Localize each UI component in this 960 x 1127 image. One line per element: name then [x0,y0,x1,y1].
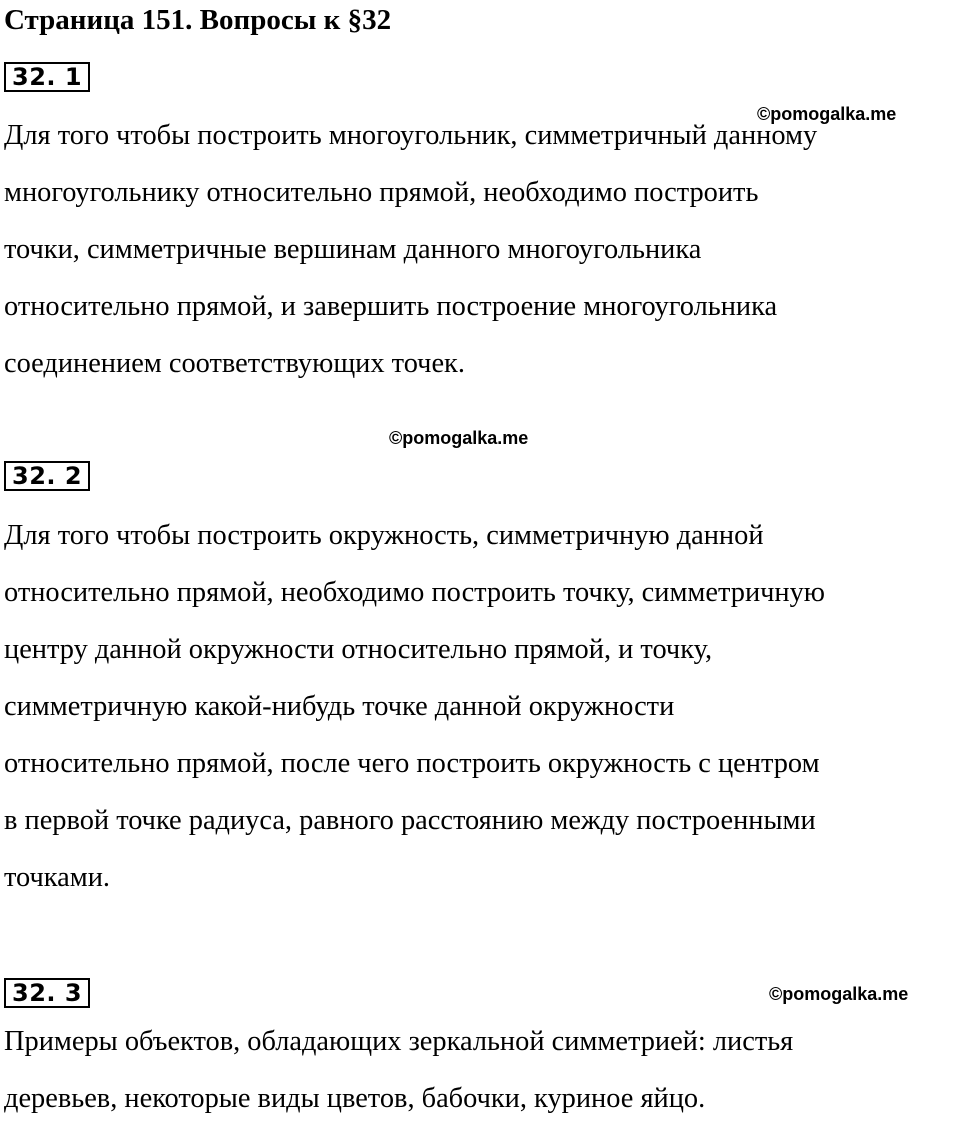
text-line: относительно прямой, необходимо построить точку, симметричную [4,577,826,608]
text-line: точки, симметричные вершинам данного многоугольника [4,234,702,265]
text-line: Для того чтобы построить окружность, симметричную данной [4,520,764,551]
text-line: Примеры объектов, обладающих зеркальной симметрией: листья [4,1026,794,1057]
text-line: многоугольнику относительно прямой, необходимо построить [4,177,759,208]
text-line: соединением соответствующих точек. [4,348,465,379]
text-line: точками. [4,862,110,893]
text-line: относительно прямой, после чего построить окружность с центром [4,748,820,779]
page-title: Страница 151. Вопросы к §32 [4,4,392,36]
watermark: ©pomogalka.me [389,428,529,448]
section-text-32-2 [4,507,960,906]
text-line: в первой точке радиуса, равного расстоянию между построенными [4,805,816,836]
section-number-32-2: 32. 2 [4,461,90,491]
text-line: центру данной окружности относительно прямой, и точку, [4,634,713,665]
section-number-32-1: 32. 1 [4,62,90,92]
text-line: симметричную какой-нибудь точке данной окружности [4,691,675,722]
section-text-32-1 [4,107,960,392]
text-line: Для того чтобы построить многоугольник, симметричный данному [4,120,818,151]
section-text-32-3 [4,1013,960,1127]
text-line: относительно прямой, и завершить построение многоугольника [4,291,778,322]
text-line: деревьев, некоторые виды цветов, бабочки, куриное яйцо. [4,1083,706,1114]
watermark: ©pomogalka.me [769,984,909,1004]
watermark: ©pomogalka.me [757,104,897,124]
section-number-32-3: 32. 3 [4,978,90,1008]
